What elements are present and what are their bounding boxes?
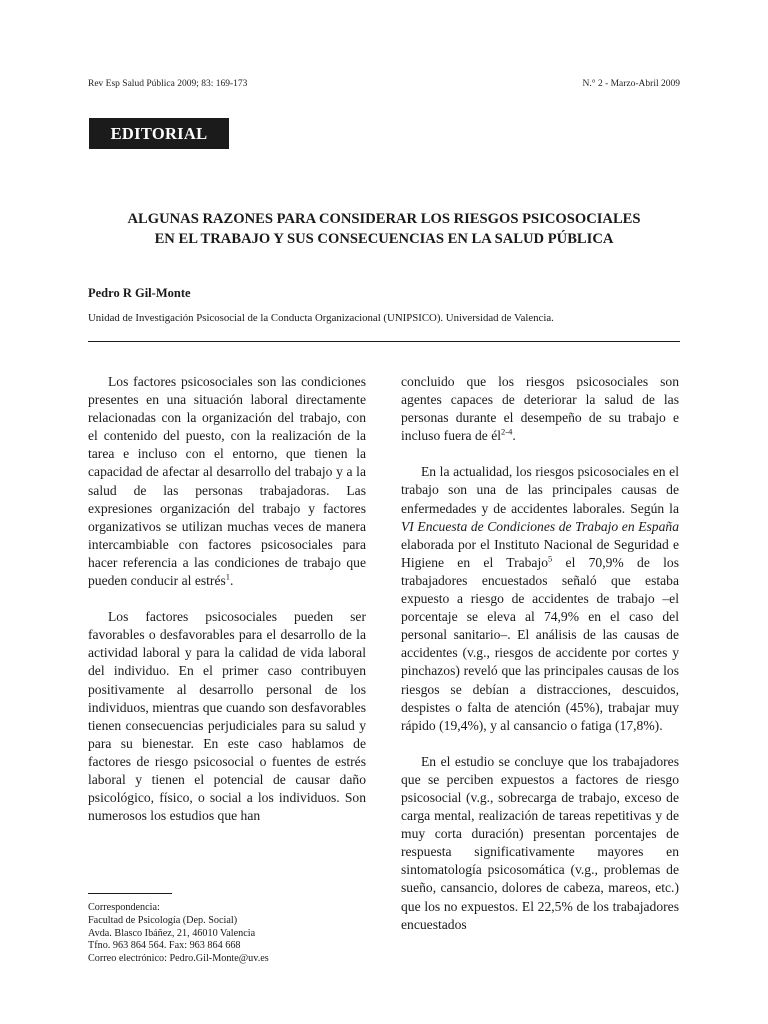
issue-info: N.° 2 - Marzo-Abril 2009 [582, 79, 680, 89]
author-affiliation: Unidad de Investigación Psicosocial de la Conducta Organizacional (UNIPSICO). Universidad de Valencia. [88, 312, 554, 324]
footnote-line: Facultad de Psicología (Dep. Social) [88, 914, 238, 926]
citation-ref: 1 [225, 571, 231, 582]
footnote-email: Correo electrónico: Pedro.Gil-Monte@uv.es [88, 953, 269, 965]
journal-citation: Rev Esp Salud Pública 2009; 83: 169-173 [88, 79, 248, 89]
body-column-left [88, 373, 366, 843]
paragraph-3: concluido que los riesgos psicosociales son agentes capaces de deteriorar la salud de las personas durante el desempeño de su trabajo e incluso fuera de $él^{2-4}$. [401, 374, 679, 444]
section-label: EDITORIAL [89, 118, 229, 149]
title-line-2: EN EL TRABAJO Y SUS CONSECUENCIAS EN LA SALUD PÚBLICA [154, 231, 614, 247]
correspondence-footnote [88, 902, 269, 966]
article-title [88, 209, 680, 249]
title-line-1: ALGUNAS RAZONES PARA CONSIDERAR LOS RIESGOS PSICOSOCIALES [127, 211, 641, 227]
citation-ref: 5 [548, 553, 553, 564]
paragraph-1: Los factores psicosociales son las condiciones presentes en una situación laboral directamente relacionadas con la organización del trabajo, con el contenido del puesto, con la realización de la tarea e incluso con el entorno, que tienen la capacidad de afectar al desarrollo del trabajo y a la salud de las personas trabajadoras. Las expresiones organización del trabajo y factores organizativos se utilizan muchas veces de manera intercambiable con factores psicosociales para hacer referencia a las condiciones de trabajo que pueden conducir al estrés$^1$. [88, 374, 366, 589]
footnote-divider [88, 893, 172, 894]
header-divider [88, 341, 680, 342]
citation-ref: 2-4 [501, 426, 513, 437]
paragraph-4: En la actualidad, los riesgos psicosociales en el trabajo son una de las principales causas de enfermedades y de accidentes laborales. Según la VI Encuesta de Condiciones de Trabajo en España elaborada por el Instituto Nacional de Seguridad e Higiene en el Trabajo$^5$ el 70,9% de los trabajadores encuestados señaló que estaba expuesto a riesgo de accidentes de trabajo –el porcentaje se eleva al 74,9% en el caso del personal sanitario–. El análisis de las causas de accidentes (v.g., riesgos de accidente por cortes y pinchazos) reveló que las principales causas de los riesgos se debían a distracciones, descuidos, despistes o falta de atención (45%), trabajar muy rápido (19,4%), y al cansancio o fatiga (17,8%). [401, 464, 679, 733]
survey-title: VI Encuesta de Condiciones de Trabajo en España [401, 518, 679, 534]
footnote-heading: Correspondencia: [88, 902, 160, 913]
paragraph-5: En el estudio se concluye que los trabajadores que se perciben expuestos a factores de riesgo psicosocial (v.g., sobrecarga de trabajo, exceso de carga mental, realización de tareas repetitivas y de muy corta duración) presentan porcentajes de respuesta significativamente mayores en sintomatología psicosomática (v.g., problemas de sueño, cansancio, dolores de cabeza, mareos, etc.) que los no expuestos. El 22,5% de los trabajadores encuestados [401, 753, 679, 932]
paragraph-2: Los factores psicosociales pueden ser favorables o desfavorables para el desarrollo de la actividad laboral y para la calidad de vida laboral del individuo. En el primer caso contribuyen positivamente al desarrollo personal de los individuos, mientras que cuando son desfavorables tienen consecuencias perjudiciales para su salud y para su bienestar. En este caso hablamos de factores de riesgo psicosocial o fuentes de estrés laboral y tienen el potencial de causar daño psicológico, físico, o social a los individuos. Son numerosos los estudios que han [88, 609, 366, 824]
footnote-line: Avda. Blasco Ibáñez, 21, 46010 Valencia [88, 927, 256, 939]
body-column-right [401, 373, 679, 952]
author-name: Pedro R Gil-Monte [88, 286, 191, 300]
footnote-line: Tfno. 963 864 564. Fax: 963 864 668 [88, 940, 241, 952]
